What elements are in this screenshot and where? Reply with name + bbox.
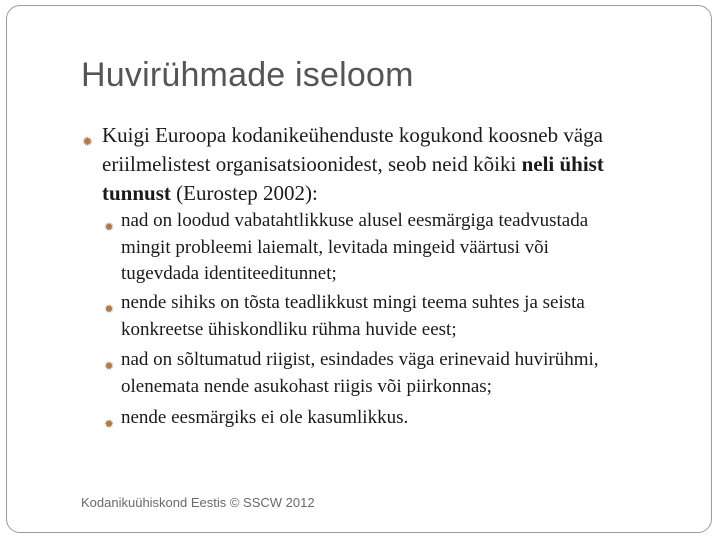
sub-bullet-point: [104, 405, 694, 432]
sub-bullet-text: [104, 208, 694, 288]
main-bullet-line-text: eriilmelistest organisatsioonidest, seob neid kõiki: [102, 152, 522, 176]
bullet-icon: ✹: [104, 359, 115, 373]
bullet-icon: ✹: [82, 135, 93, 150]
main-bullet-bold-text: neli ühist: [521, 152, 604, 176]
main-bullet-point: [82, 121, 692, 208]
bullet-icon: ✹: [104, 220, 115, 234]
sub-bullet-point: [104, 347, 694, 400]
main-bullet-text: [82, 121, 692, 208]
sub-bullet-line: nad on sõltumatud riigist, esindades väga erinevaid huvirühmi,: [121, 349, 599, 370]
sub-bullet-text: [104, 347, 694, 400]
main-bullet-line: Kuigi Euroopa kodanikeühenduste kogukond koosneb väga: [102, 123, 603, 147]
slide-footer: Kodanikuühiskond Eestis © SSCW 2012: [81, 495, 315, 510]
sub-bullet-line: mingit probleemi laiemalt, levitada mingeid väärtusi või: [121, 236, 549, 258]
main-bullet-bold-text: tunnust: [102, 181, 171, 205]
sub-bullet-point: [104, 290, 694, 343]
bullet-icon: ✹: [104, 417, 115, 431]
sub-bullet-point: [104, 208, 694, 288]
sub-bullet-line: nende sihiks on tõsta teadlikkust mingi teema suhtes ja seista: [121, 292, 585, 313]
main-bullet-line: [102, 179, 692, 208]
sub-bullet-line: nende eesmärgiks ei ole kasumlikkus.: [121, 407, 409, 428]
main-bullet-line: [102, 150, 692, 179]
sub-bullet-line: nad on loodud vabatahtlikkuse alusel eesmärgiga teadvustada: [121, 210, 589, 231]
bullet-icon: ✹: [104, 302, 115, 316]
sub-bullet-line: konkreetse ühiskondliku rühma huvide eest;: [121, 318, 457, 340]
main-bullet-line-text: (Eurostep 2002):: [170, 181, 318, 205]
slide-title: Huvirühmade iseloom: [81, 56, 414, 94]
sub-bullet-line: olenemata nende asukohast riigis või piirkonnas;: [121, 375, 492, 397]
sub-bullet-line: tugevdada identiteeditunnet;: [121, 263, 337, 284]
sub-bullet-text: [104, 290, 694, 343]
sub-bullet-text: [104, 405, 694, 432]
